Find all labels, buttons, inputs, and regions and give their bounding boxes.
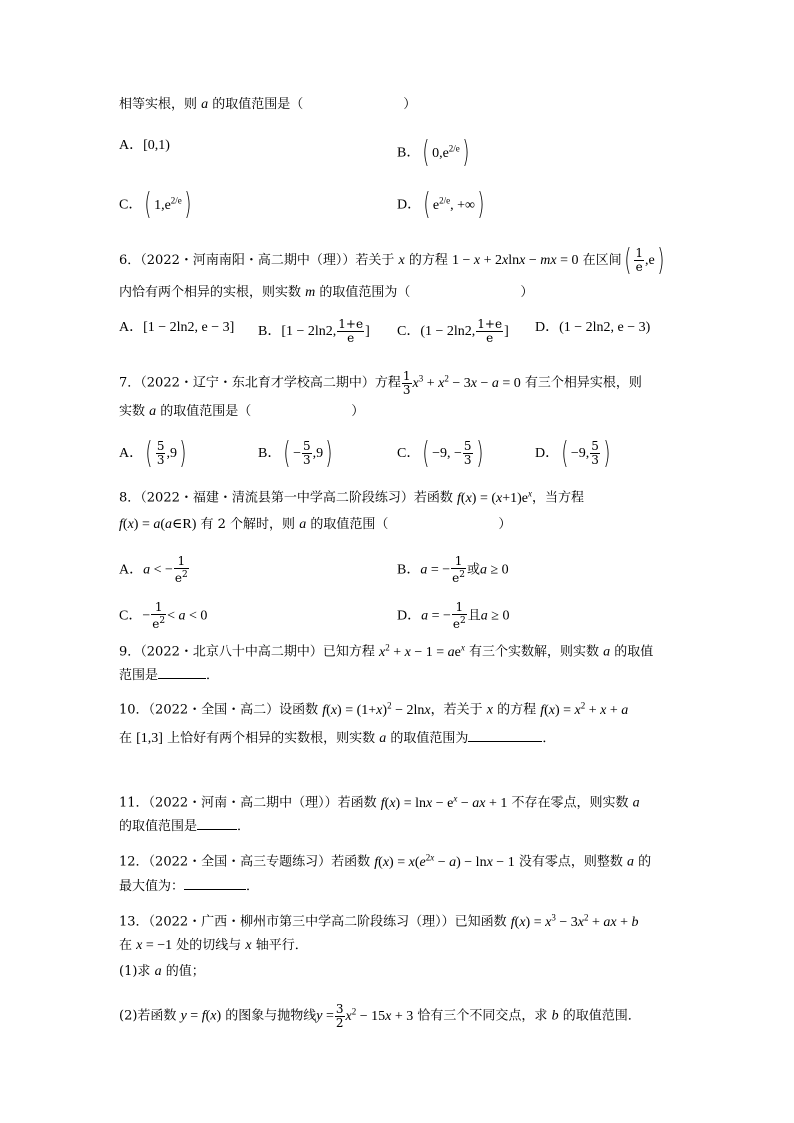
q13-part1: (1)求 a 的值； (119, 964, 205, 979)
q8-stem-line1: 8．（2022・福建・清流县第一中学高二阶段练习）若函数 $f(x) = (x+1)e^x$，当方程 (119, 488, 585, 506)
q11-stem-line2: 的取值范围是 ． (119, 819, 251, 834)
q13-stem-line2: 在 x = −1 处的切线与 x 轴平行． (119, 938, 308, 953)
q7-option-d: D．( −9, $\frac{5}{3}$ ) (535, 435, 611, 471)
q12-stem-line1: 12．（2022・全国・高三专题练习）若函数 $f(x) = x(e^{2x} - a) - \ln x - 1$ 没有零点，则整数 a 的 (119, 852, 652, 870)
q6-option-c: C．(1 − 2ln2, $\frac{1+e}{e}$ ] (397, 317, 509, 345)
q5-stem-tail: 相等实根，则 a 的取值范围是（ ） (119, 97, 417, 112)
q9-stem-line1: 9．（2022・北京八十中高二期中）已知方程 $x^2 + x - 1 = ae^x$ 有三个实数解，则实数 a 的取值 (119, 642, 654, 660)
q9-answer-blank[interactable] (158, 666, 206, 679)
q8-option-a: A．a < − $\frac{1}{e^2}$ (119, 554, 188, 585)
q8-stem-line2: f(x) = a(a∈R) 有 2 个解时，则 a 的取值范围（ ） (119, 517, 512, 532)
q7-option-c: C．( −9, − $\frac{5}{3}$ ) (397, 435, 483, 471)
q10-stem-line1: 10．（2022・全国・高二）设函数 $f(x) = (1+x)^2 - 2\ln x$，若关于 x 的方程 $f(x) = x^2 + x + a$ (119, 700, 629, 718)
q5-option-a: A．[0,1) (119, 138, 170, 153)
q11-stem-line1: 11．（2022・河南・高二期中（理））若函数 $f(x) = \ln x - e^x$ − ax + 1 不存在零点，则实数 a (119, 793, 640, 811)
q7-stem-line2: 实数 a 的取值范围是（ ） (119, 404, 365, 419)
q11-answer-blank[interactable] (197, 817, 237, 830)
q7-stem-line1: 7．（2022・辽宁・东北育才学校高二期中）方程 $\frac{1}{3}$ $x^3 + x^2 - 3x - a = 0$ 有三个相异实根，则 (119, 368, 642, 397)
q5-option-d: D．( $e^{2/e}$, +∞) (397, 187, 485, 223)
q6-option-d: D．(1 − 2ln2, e − 3) (535, 320, 651, 335)
q7-option-a: A．( $\frac{5}{3}$ ,9) (119, 435, 187, 471)
q12-answer-blank[interactable] (184, 877, 246, 890)
q8-option-c: C．− $\frac{1}{e^2}$ < a < 0 (119, 600, 208, 631)
q13-stem-line1: 13．（2022・广西・柳州市第三中学高二阶段练习（理））已知函数 $f(x) = x^3 - 3x^2$ + ax + b (119, 912, 639, 930)
q10-answer-blank[interactable] (468, 729, 542, 742)
q6-stem-line1: 6．（2022・河南南阳・高二期中（理））若关于 x 的方程 1 − x + 2xlnx − mx = 0 在区间( $\frac{1}{e}$ ,e) (119, 242, 665, 278)
q13-part2: (2)若函数 y = f(x) 的图象与抛物线y = $\frac{3}{2}$ $x^2 - 15x + 3$ 恰有三个不同交点，求 b 的取值范围． (119, 1001, 641, 1030)
q7-option-b: B．( − $\frac{5}{3}$ ,9) (258, 435, 333, 471)
q10-stem-line2: 在 [1,3] 上恰好有两个相异的实数根，则实数 a 的取值范围为 ． (119, 731, 556, 746)
q9-stem-line2: 范围是 ． (119, 668, 220, 683)
q12-stem-line2: 最大值为： ． (119, 879, 260, 894)
q6-stem-line2: 内恰有两个相异的实根，则实数 m 的取值范围为（ ） (119, 285, 534, 300)
q8-option-b: B．a = − $\frac{1}{e^2}$ 或a ≥ 0 (397, 554, 509, 585)
q5-option-b: B．( $0,e^{2/e}$) (397, 135, 470, 171)
q8-option-d: D．a = − $\frac{1}{e^2}$ 且a ≥ 0 (397, 600, 510, 631)
q6-option-a: A．[1 − 2ln2, e − 3] (119, 320, 235, 335)
q6-option-b: B．[1 − 2ln2, $\frac{1+e}{e}$ ] (258, 317, 370, 345)
q5-option-c: C．( $1,e^{2/e}$) (119, 187, 192, 223)
